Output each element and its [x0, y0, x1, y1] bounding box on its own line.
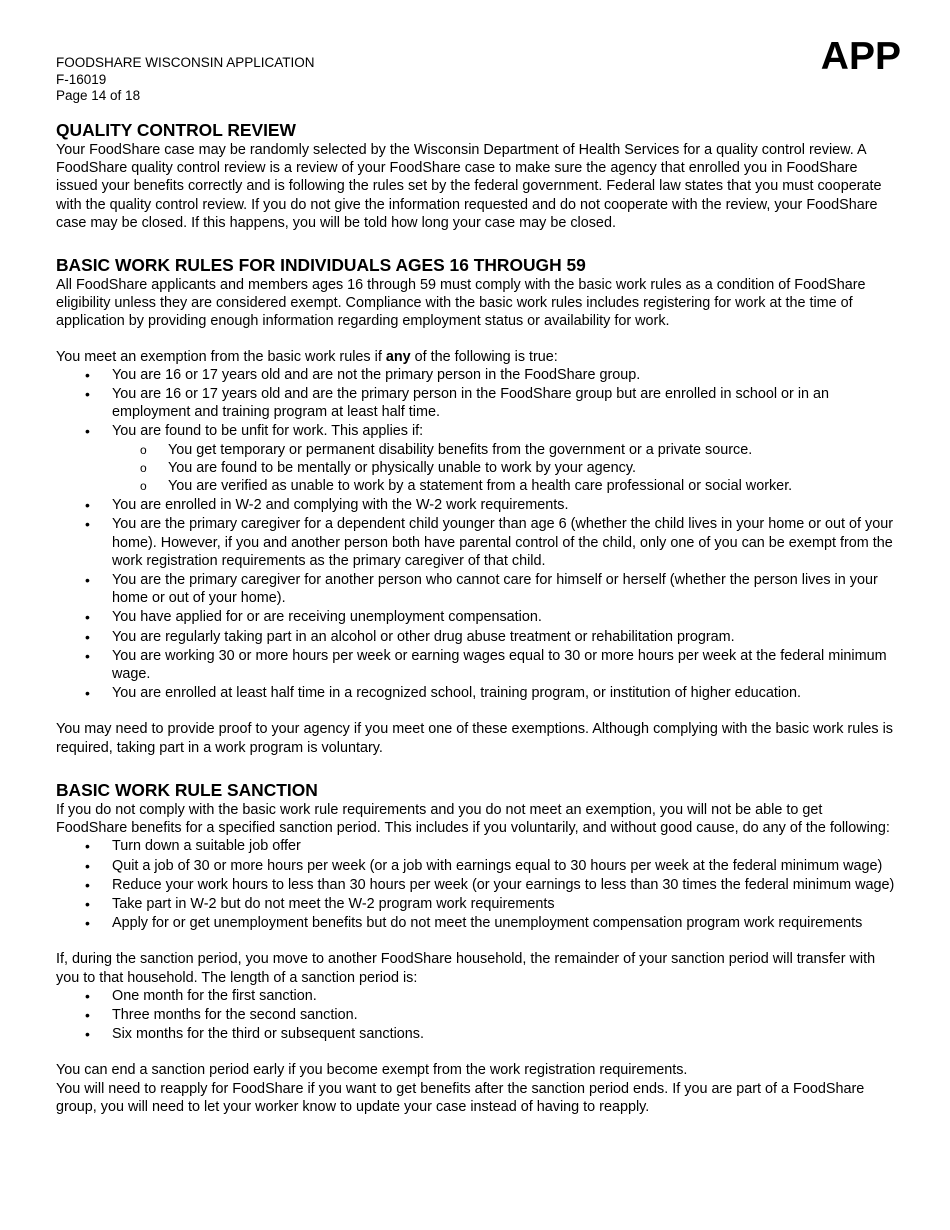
- list-item-text: Quit a job of 30 or more hours per week (or a job with earnings equal to 30 hours per week at the federal minimum wage): [112, 857, 883, 874]
- qc-heading: QUALITY CONTROL REVIEW: [56, 120, 296, 140]
- sub-bullet-glyph: o: [140, 460, 147, 475]
- sanction-reasons-list: [56, 837, 896, 932]
- qc-body: Your FoodShare case may be randomly selected by the Wisconsin Department of Health Services for a quality control review. A FoodShare quality control review is a review of your FoodShare case to make sure the agency that enrolled you in FoodShare issued your benefits correctly and is following the rules set by the federal government. Federal law states that you must cooperate with the quality control review. If you do not give the information requested and do not cooperate with the review, your FoodShare case may be closed. If this happens, you will be told how long your case may be closed.: [56, 142, 882, 231]
- bullet-glyph: •: [85, 987, 90, 1004]
- list-item-text: Six months for the third or subsequent sanctions.: [112, 1026, 424, 1043]
- exemption-lead: [56, 348, 896, 366]
- list-item: [56, 628, 896, 646]
- list-item: [56, 876, 896, 894]
- bullet-glyph: •: [85, 838, 90, 855]
- form-name: FOODSHARE WISCONSIN APPLICATION: [56, 55, 315, 70]
- form-header: [56, 55, 315, 105]
- bullet-glyph: •: [85, 915, 90, 932]
- bullet-glyph: •: [85, 516, 90, 533]
- sanction-length-list: [56, 987, 896, 1044]
- list-item-text: You are the primary caregiver for another person who cannot care for himself or herself (whether the person lives in your home or out of your home).: [112, 572, 878, 607]
- bullet-glyph: •: [85, 386, 90, 403]
- bullet-glyph: •: [85, 628, 90, 645]
- sub-list-item: [112, 441, 896, 459]
- bullet-glyph: •: [85, 609, 90, 626]
- list-item-text: Take part in W-2 but do not meet the W-2 program work requirements: [112, 895, 555, 912]
- bullet-glyph: •: [85, 895, 90, 912]
- sanction-end-early: You can end a sanction period early if you become exempt from the work registration requirements.: [56, 1062, 688, 1079]
- list-item: [56, 1025, 896, 1043]
- list-item: [56, 571, 896, 607]
- form-number: F-16019: [56, 71, 107, 87]
- exemption-list: [56, 366, 896, 703]
- list-item: [56, 1006, 896, 1024]
- list-item-text: You are working 30 or more hours per week or earning wages equal to 30 or more hours per week at the federal minimum wage.: [112, 647, 887, 683]
- list-item-text: You are enrolled at least half time in a recognized school, training program, or institution of higher education.: [112, 685, 802, 702]
- list-item: [56, 608, 896, 626]
- app-tag: APP: [820, 35, 901, 78]
- bullet-glyph: •: [85, 423, 90, 440]
- list-item: [56, 837, 896, 855]
- exemption-lead-b: of the following is true:: [410, 348, 558, 365]
- list-item-text: You have applied for or are receiving unemployment compensation.: [112, 609, 542, 626]
- sanction-heading: BASIC WORK RULE SANCTION: [56, 779, 318, 800]
- list-item-text: One month for the first sanction.: [112, 987, 317, 1004]
- sub-bullet-glyph: o: [140, 479, 147, 494]
- list-item-text: Turn down a suitable job offer: [112, 838, 301, 855]
- bullet-glyph: •: [85, 366, 90, 383]
- page-number: Page 14 of 18: [56, 88, 141, 103]
- sub-list-item-text: You are found to be mentally or physically unable to work by your agency.: [168, 459, 636, 476]
- list-item-text: You are enrolled in W-2 and complying with the W-2 work requirements.: [112, 497, 569, 514]
- sanction-transfer: If, during the sanction period, you move to another FoodShare household, the remainder of your sanction period will transfer with you to that household. The length of a sanction period is:: [56, 951, 876, 986]
- list-item: [56, 987, 896, 1005]
- list-item-text: You are found to be unfit for work. This applies if:: [112, 423, 424, 440]
- exemption-lead-any: any: [385, 348, 411, 365]
- bullet-glyph: •: [85, 572, 90, 589]
- exemption-lead-a: You meet an exemption from the basic work rules if: [56, 348, 386, 365]
- list-item-text: You are 16 or 17 years old and are not the primary person in the FoodShare group.: [112, 366, 641, 383]
- list-item: [56, 422, 896, 495]
- list-item: [56, 496, 896, 514]
- unfit-sublist: [112, 441, 896, 496]
- list-item: [56, 385, 896, 421]
- sub-list-item: [112, 459, 896, 477]
- bullet-glyph: •: [85, 497, 90, 514]
- list-item-text: Three months for the second sanction.: [112, 1006, 358, 1023]
- bullet-glyph: •: [85, 876, 90, 893]
- bullet-glyph: •: [85, 1006, 90, 1023]
- page-content: [56, 119, 896, 1116]
- list-item: [56, 366, 896, 384]
- sanction-reapply: You will need to reapply for FoodShare if you want to get benefits after the sanction period ends. If you are part of a FoodShare group, you will need to let your worker know to update your case instead of having to reapply.: [56, 1080, 865, 1115]
- list-item-text: Reduce your work hours to less than 30 hours per week (or your earnings to less than 30 times the federal minimum wage): [112, 876, 895, 893]
- list-item-text: Apply for or get unemployment benefits but do not meet the unemployment compensation program work requirements: [112, 915, 863, 932]
- list-item: [56, 515, 896, 570]
- work-rules-intro: All FoodShare applicants and members ages 16 through 59 must comply with the basic work rules as a condition of FoodShare eligibility unless they are considered exempt. Compliance with the basic work rules includes registering for work at the time of application by providing enough information regarding employment status or availability for work.: [56, 277, 866, 330]
- bullet-glyph: •: [85, 685, 90, 702]
- sub-list-item: [112, 477, 896, 495]
- sanction-intro: If you do not comply with the basic work rule requirements and you do not meet an exemption, you will not be able to get FoodShare benefits for a specified sanction period. This includes if you voluntarily, and without good cause, do any of the following:: [56, 801, 890, 837]
- list-item: [56, 895, 896, 913]
- sub-list-item-text: You get temporary or permanent disability benefits from the government or a private source.: [168, 441, 753, 458]
- list-item-text: You are 16 or 17 years old and are the primary person in the FoodShare group but are enrolled in school or in an employment and training program at least half time.: [112, 386, 830, 421]
- exemption-proof: You may need to provide proof to your agency if you meet one of these exemptions. Although complying with the basic work rules is required, taking part in a work program is voluntary.: [56, 721, 893, 756]
- list-item: [56, 647, 896, 683]
- list-item: [56, 914, 896, 932]
- list-item: [56, 684, 896, 702]
- list-item-text: You are regularly taking part in an alcohol or other drug abuse treatment or rehabilitation program.: [112, 628, 735, 645]
- list-item: [56, 857, 896, 875]
- sub-list-item-text: You are verified as unable to work by a statement from a health care professional or social worker.: [168, 478, 793, 495]
- list-item-text: You are the primary caregiver for a dependent child younger than age 6 (whether the child lives in your home or out of your home). However, if you and another person both have parental control of the child, only one of you can be exempt from the work registration requirements as the primary caregiver of that child.: [112, 516, 894, 569]
- work-rules-heading: BASIC WORK RULES FOR INDIVIDUALS AGES 16 THROUGH 59: [56, 255, 586, 276]
- sub-bullet-glyph: o: [140, 442, 147, 457]
- bullet-glyph: •: [85, 1026, 90, 1043]
- bullet-glyph: •: [85, 857, 90, 874]
- bullet-glyph: •: [85, 647, 90, 664]
